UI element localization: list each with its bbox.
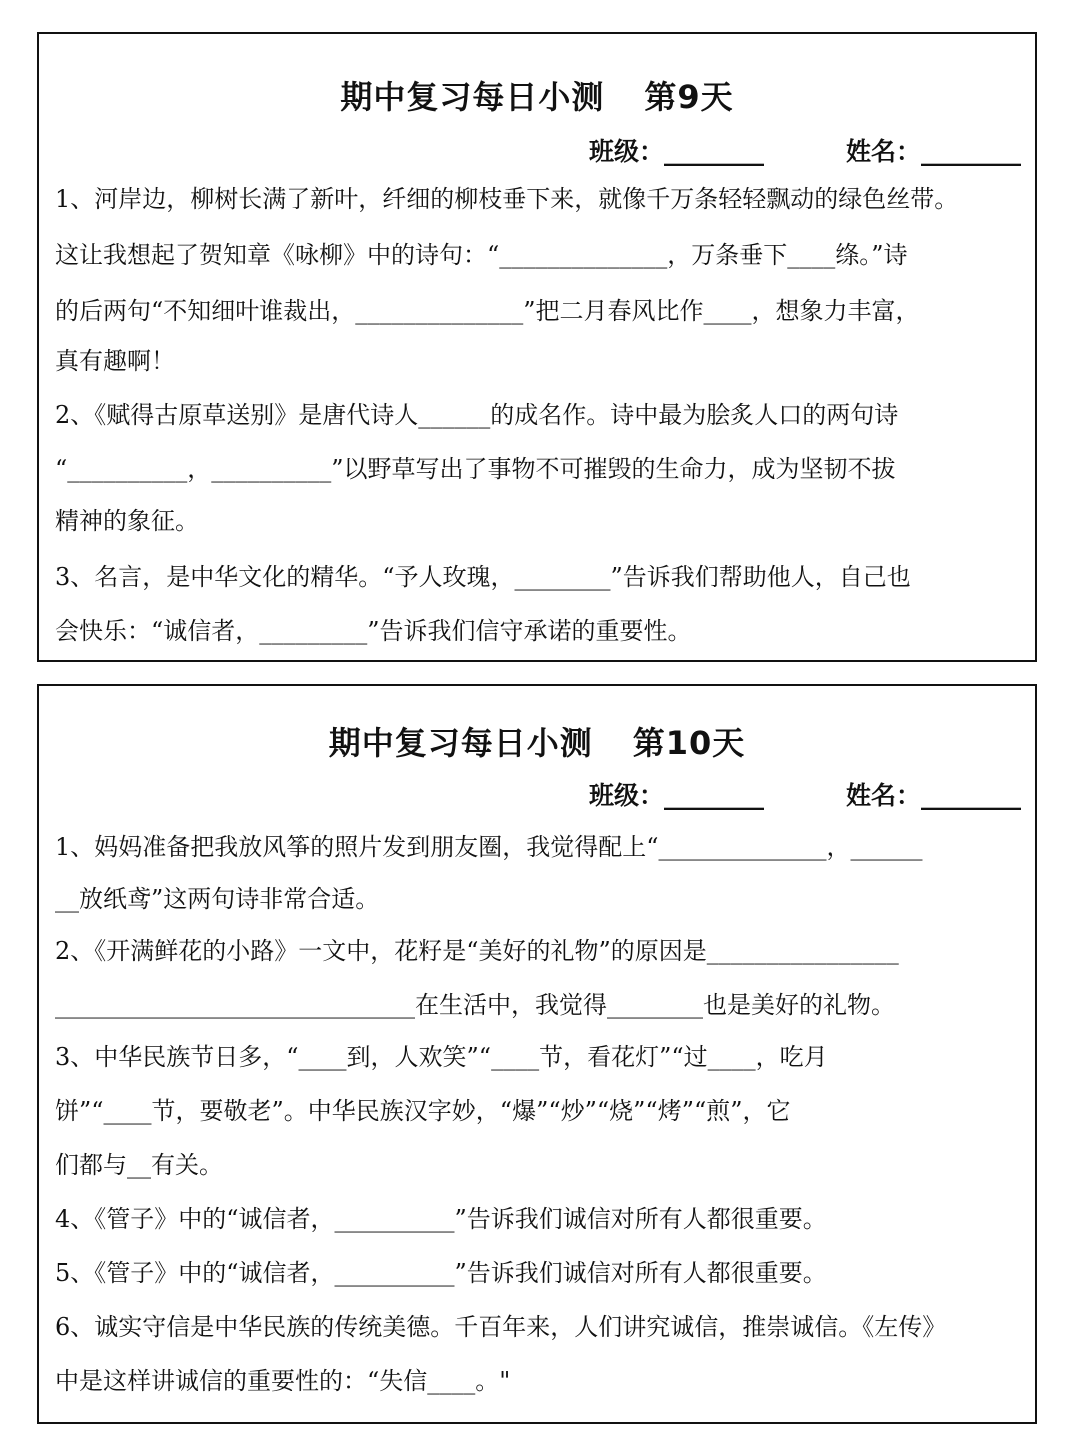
class-field: 班级：________	[588, 137, 764, 166]
question-line: 4、《管子》中的“诚信者，__________”告诉我们诚信对所有人都很重要。	[55, 1205, 827, 1233]
class-name-line	[589, 132, 1021, 168]
question-line: 1、河岸边，柳树长满了新叶，纤细的柳枝垂下来，就像千万条轻轻飘动的绿色丝带。	[55, 185, 959, 213]
question-line: 真有趣啊！	[55, 347, 175, 375]
question-line: 1、妈妈准备把我放风筝的照片发到朋友圈，我觉得配上“______________，______	[55, 833, 923, 861]
question-line: 3、中华民族节日多，“____到，人欢笑”“____节，看花灯”“过____，吃月	[55, 1043, 828, 1071]
question-line: 饼”“____节，要敬老”。中华民族汉字妙，“爆”“炒”“烧”“烤”“煎”，它	[55, 1097, 791, 1125]
class-name-line	[589, 776, 1021, 812]
question-line: 们都与__有关。	[55, 1151, 223, 1179]
question-line: 精神的象征。	[55, 507, 199, 535]
quiz-title	[39, 718, 1035, 764]
question-line: 6、诚实守信是中华民族的传统美德。千百年来，人们讲究诚信，推崇诚信。《左传》	[55, 1313, 947, 1341]
question-line: 中是这样讲诚信的重要性的：“失信____。"	[55, 1367, 511, 1395]
question-line: 2、《赋得古原草送别》是唐代诗人______的成名作。诗中最为脍炙人口的两句诗	[55, 401, 899, 429]
quiz-card-day-9	[37, 32, 1037, 662]
name-field: 姓名：________	[845, 781, 1021, 810]
title-text: 期中复习每日小测	[340, 78, 605, 116]
question-line: __放纸鸢”这两句诗非常合适。	[55, 885, 380, 913]
class-field: 班级：________	[588, 781, 764, 810]
day-label: 第9天	[644, 78, 734, 116]
question-line: 2、《开满鲜花的小路》一文中，花籽是“美好的礼物”的原因是________________	[55, 937, 899, 965]
quiz-title	[39, 72, 1035, 118]
question-line: 的后两句“不知细叶谁裁出，______________”把二月春风比作____，想象力丰富，	[55, 297, 920, 325]
day-label: 第10天	[632, 724, 746, 762]
question-line: 5、《管子》中的“诚信者，__________”告诉我们诚信对所有人都很重要。	[55, 1259, 827, 1287]
question-line: “__________，__________”以野草写出了事物不可摧毁的生命力，成为坚韧不拔	[55, 455, 896, 483]
question-line: 会快乐：“诚信者，_________”告诉我们信守承诺的重要性。	[55, 617, 692, 645]
question-line: 这让我想起了贺知章《咏柳》中的诗句：“______________，万条垂下____绦。”诗	[55, 241, 908, 269]
question-line: ______________________________在生活中，我觉得________也是美好的礼物。	[55, 991, 895, 1019]
title-text: 期中复习每日小测	[328, 724, 593, 762]
name-field: 姓名：________	[845, 137, 1021, 166]
quiz-card-day-10	[37, 684, 1037, 1424]
question-line: 3、名言，是中华文化的精华。“予人玫瑰，________”告诉我们帮助他人，自己也	[55, 563, 911, 591]
